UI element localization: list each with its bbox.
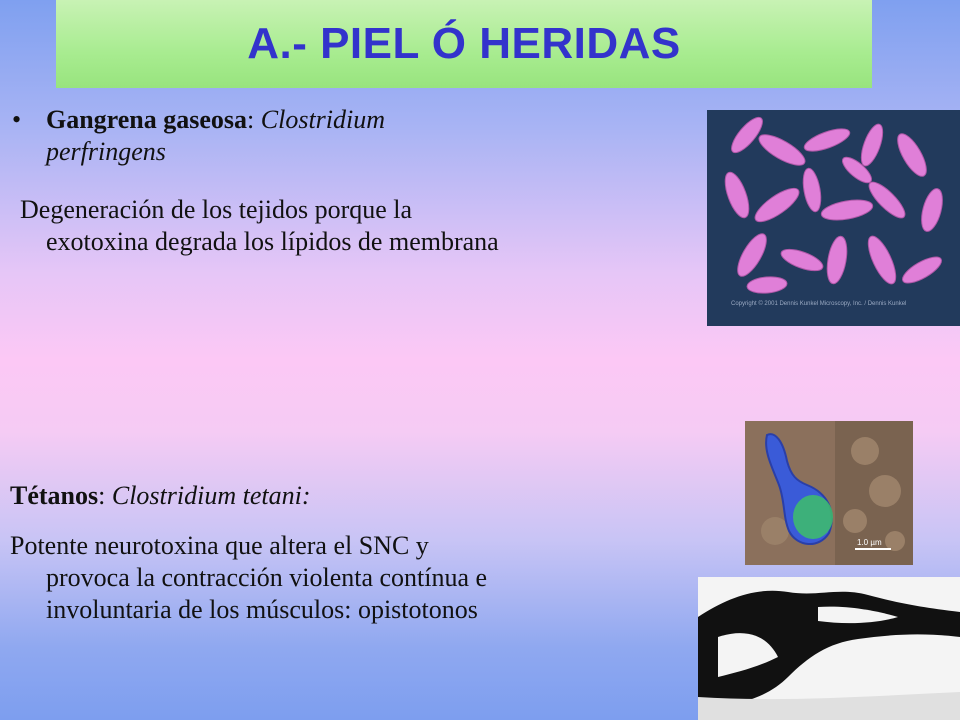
gangrena-separator: :: [247, 105, 261, 134]
perfringens-micrograph-image: [707, 110, 960, 326]
gangrena-description-line2: exotoxina degrada los lípidos de membrana: [46, 227, 499, 256]
opistotonos-drawing-image: [698, 577, 960, 720]
gangrena-heading-line2: [46, 136, 166, 168]
tetani-bacterium-illustration: [745, 421, 913, 565]
bullet-marker: •: [12, 105, 22, 134]
perfringens-bacteria-illustration: [707, 110, 960, 326]
tetanos-name: Tétanos: [10, 481, 99, 510]
tetanos-heading: [10, 480, 310, 512]
opistotonos-figure-illustration: [698, 577, 960, 720]
tetani-micrograph-image: [745, 421, 913, 565]
tetanos-description-line1: Potente neurotoxina que altera el SNC y: [10, 531, 429, 560]
micrograph-copyright-caption: Copyright © 2001 Dennis Kunkel Microscopy, Inc. / Dennis Kunkel: [731, 301, 907, 307]
tetanos-description-line3: involuntaria de los músculos: opistotonos: [46, 595, 478, 624]
gangrena-name: Gangrena gaseosa: [46, 105, 248, 134]
gangrena-description-line1: Degeneración de los tejidos porque la: [20, 195, 413, 224]
slide-title: A.- PIEL Ó HERIDAS: [247, 19, 681, 68]
scale-bar-label: 1.0 µm: [857, 538, 882, 547]
gangrena-organism-line2: perfringens: [46, 137, 166, 166]
tetanos-organism: Clostridium tetani:: [111, 481, 311, 510]
gangrena-heading-line1: [46, 104, 385, 136]
tetanos-description-line2: provoca la contracción violenta contínua e: [46, 563, 488, 592]
gangrena-organism-line1: Clostridium: [260, 105, 386, 134]
title-banner: [56, 0, 872, 88]
tetanos-separator: :: [98, 481, 112, 510]
